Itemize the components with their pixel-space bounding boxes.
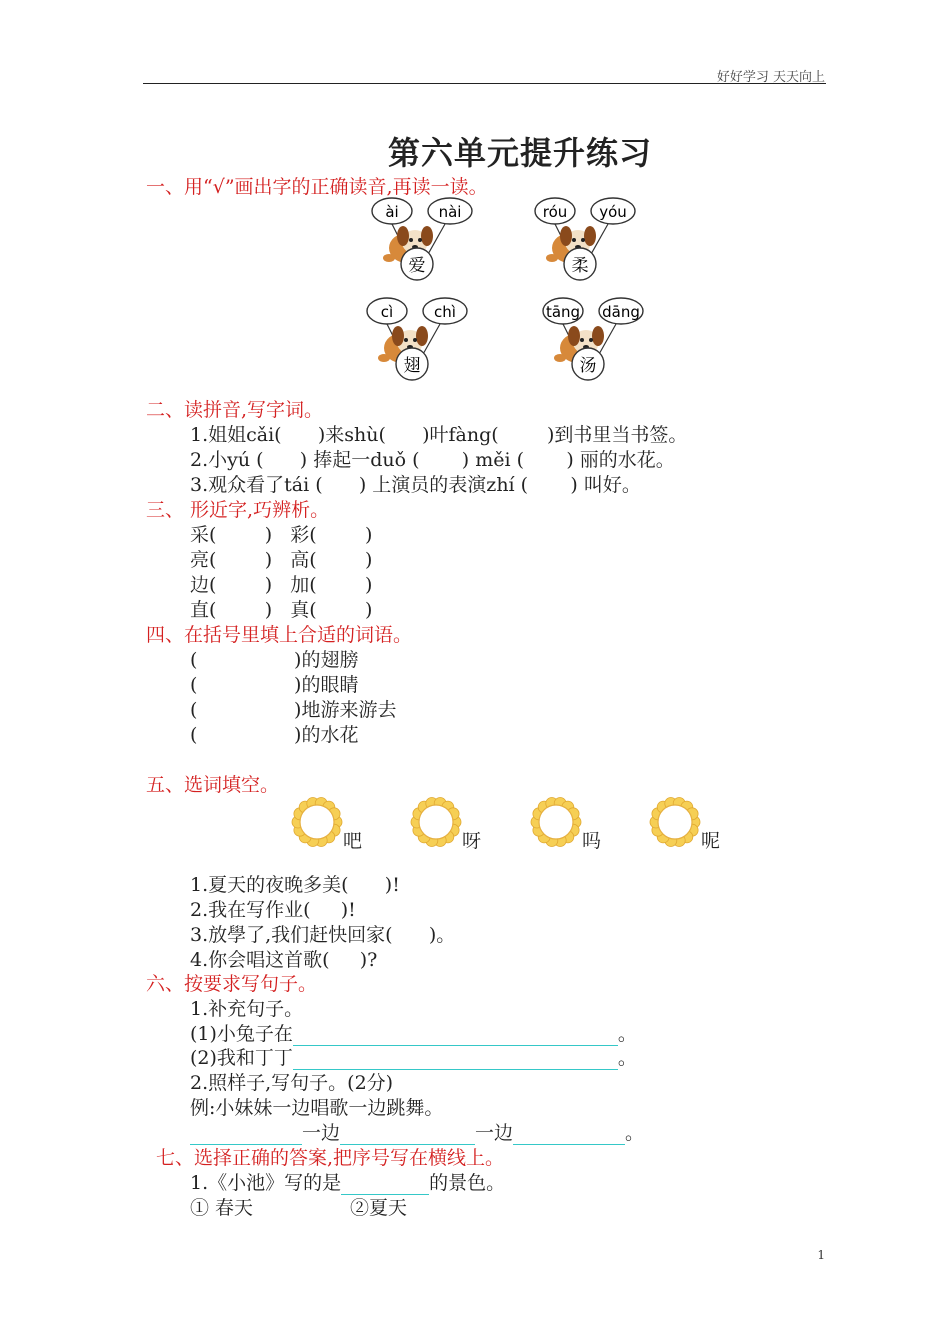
- section-1-heading: 一、用“√”画出字的正确读音,再读一读。: [146, 176, 488, 198]
- section-6-q1: [190, 1022, 637, 1046]
- word-bank-item: 呢: [701, 830, 721, 852]
- flower-icon: [291, 796, 343, 848]
- section-5-line-1: 1.夏天的夜晚多美( )!: [190, 874, 400, 896]
- dog-card-1: [365, 196, 485, 292]
- section-5-line-4: 4.你会唱这首歌( )?: [190, 949, 378, 971]
- section-4-line-2: ( )的眼睛: [190, 674, 359, 696]
- dog-1-char: 爱: [408, 256, 426, 276]
- header-motto: 好好学习 天天向上: [716, 70, 825, 85]
- dog-3-left-pinyin: cì: [380, 303, 394, 321]
- page-number: 1: [817, 1248, 825, 1262]
- section-7-heading: 七、选择正确的答案,把序号写在横线上。: [156, 1147, 505, 1169]
- dog-2-left-pinyin: róu: [542, 203, 568, 221]
- page-title: 第六单元提升练习: [387, 134, 652, 172]
- dog-4-right-pinyin: dāng: [602, 303, 640, 321]
- s7-q1-suffix: 的景色。: [429, 1172, 506, 1194]
- q2-answer-line[interactable]: [293, 1049, 618, 1070]
- section-2-line-3: 3.观众看了tái ( ) 上演员的表演zhí ( ) 叫好。: [190, 474, 641, 496]
- q2-period: 。: [617, 1047, 637, 1069]
- word-bank-item: 呀: [462, 830, 482, 852]
- section-2-heading: 二、读拼音,写字词。: [146, 399, 324, 421]
- section-6-pattern: [190, 1121, 644, 1145]
- yibian-2: 一边: [475, 1122, 514, 1144]
- dog-card-2: [528, 196, 648, 292]
- dog-card-3: [360, 296, 480, 392]
- section-7-q1: [190, 1171, 505, 1195]
- q1-period: 。: [617, 1023, 637, 1045]
- dog-2-char: 柔: [571, 256, 589, 276]
- dog-1-right-pinyin: nài: [438, 203, 462, 221]
- section-4-line-4: ( )的水花: [190, 724, 359, 746]
- q2-prefix: (2)我和丁丁: [190, 1047, 293, 1069]
- dog-3-right-pinyin: chì: [434, 303, 456, 321]
- section-3-heading: 三、 形近字,巧辨析。: [146, 499, 330, 521]
- section-2-line-2: 2.小yú ( ) 捧起一duǒ ( ) měi ( ) 丽的水花。: [190, 449, 675, 471]
- section-6-example: 例:小妹妹一边唱歌一边跳舞。: [190, 1097, 444, 1119]
- s7-answer-line[interactable]: [341, 1174, 429, 1195]
- section-3-line-1: 采( ) 彩( ): [190, 524, 373, 546]
- q1-answer-line[interactable]: [293, 1025, 618, 1046]
- word-bank-item: 吧: [343, 830, 363, 852]
- pattern-blank-2[interactable]: [340, 1124, 475, 1145]
- flower-icon: [649, 796, 701, 848]
- dog-card-4: [536, 296, 656, 392]
- header-divider: [143, 83, 826, 84]
- dog-1-left-pinyin: ài: [385, 203, 399, 221]
- dog-4-char: 汤: [579, 356, 597, 376]
- section-4-line-3: ( )地游来游去: [190, 699, 397, 721]
- dog-4-left-pinyin: tāng: [545, 303, 581, 321]
- s7-q1-prefix: 1.《小池》写的是: [190, 1172, 342, 1194]
- section-6-q2: [190, 1046, 637, 1070]
- yibian-1: 一边: [302, 1122, 341, 1144]
- section-4-heading: 四、在括号里填上合适的词语。: [146, 624, 413, 646]
- section-7-option-2: ②夏天: [350, 1197, 408, 1219]
- section-7-option-1: ① 春天: [190, 1197, 254, 1219]
- section-5-line-2: 2.我在写作业( )!: [190, 899, 356, 921]
- pattern-period: 。: [625, 1122, 645, 1144]
- section-6-heading: 六、按要求写句子。: [146, 973, 318, 995]
- pattern-blank-1[interactable]: [190, 1124, 302, 1145]
- section-6-sub-1: 1.补充句子。: [190, 998, 304, 1020]
- section-4-line-1: ( )的翅膀: [190, 649, 359, 671]
- section-5-heading: 五、选词填空。: [146, 774, 280, 796]
- flower-icon: [530, 796, 582, 848]
- flower-icon: [410, 796, 462, 848]
- section-6-sub-2: 2.照样子,写句子。(2分): [190, 1072, 394, 1094]
- pattern-blank-3[interactable]: [513, 1124, 625, 1145]
- q1-prefix: (1)小兔子在: [190, 1023, 293, 1045]
- dog-2-right-pinyin: yóu: [599, 203, 627, 221]
- word-bank-item: 吗: [582, 830, 602, 852]
- section-3-line-2: 亮( ) 高( ): [190, 549, 373, 571]
- dog-3-char: 翅: [403, 356, 421, 376]
- section-2-line-1: 1.姐姐cǎi( )来shù( )叶fàng( )到书里当书签。: [190, 424, 688, 446]
- section-3-line-4: 直( ) 真( ): [190, 599, 373, 621]
- section-5-line-3: 3.放學了,我们赶快回家( )。: [190, 924, 456, 946]
- section-3-line-3: 边( ) 加( ): [190, 574, 373, 596]
